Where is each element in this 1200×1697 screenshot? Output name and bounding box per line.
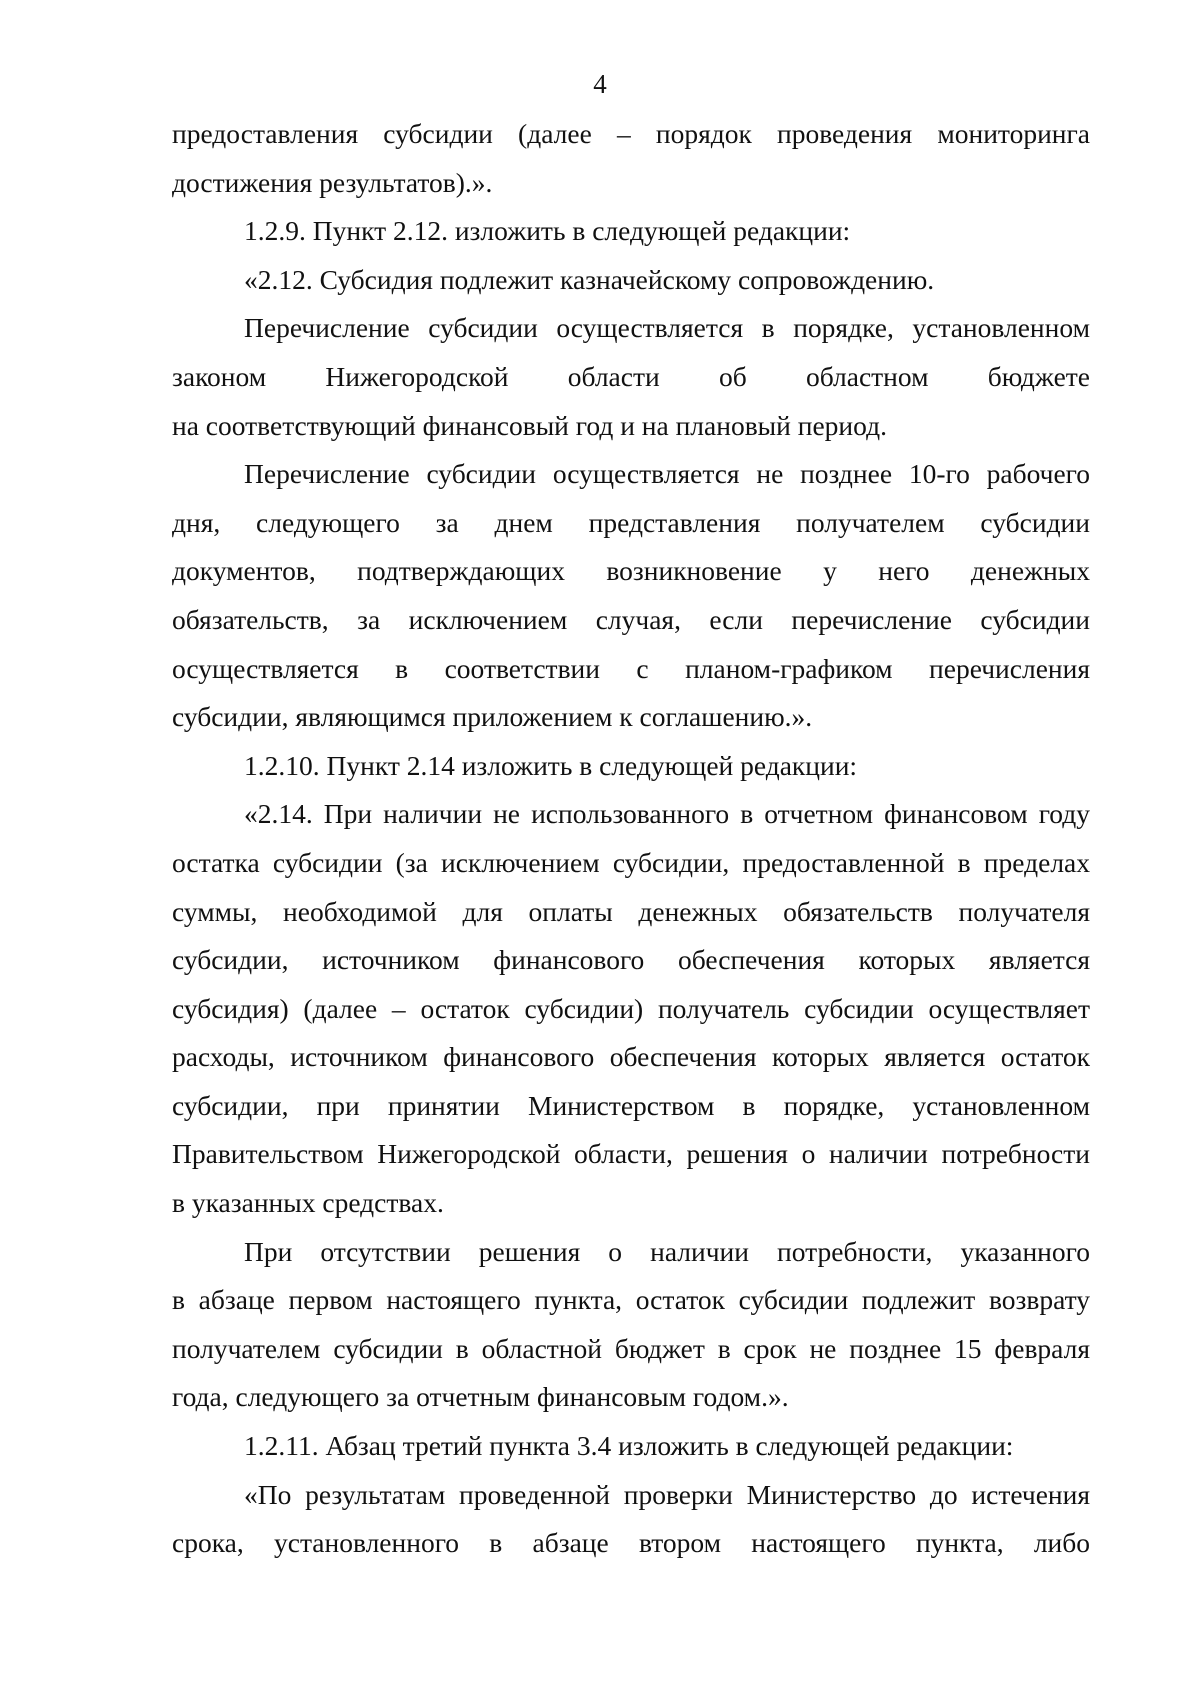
- text-line: остатка субсидии (за исключением субсидии, предоставленной в пределах: [172, 846, 1090, 878]
- document-body: [172, 110, 1090, 1568]
- text-line: документов, подтверждающих возникновение у него денежных: [172, 555, 1090, 587]
- text-line: При отсутствии решения о наличии потребности, указанного: [244, 1235, 1090, 1267]
- text-line: предоставления субсидии (далее – порядок проведения мониторинга: [172, 118, 1090, 149]
- text-line: Перечисление субсидии осуществляется не позднее 10-го рабочего: [244, 458, 1090, 490]
- text-line: 1.2.10. Пункт 2.14 изложить в следующей редакции:: [244, 749, 858, 781]
- text-line: законом Нижегородской области об областном бюджете: [172, 360, 1090, 392]
- text-line: в указанных средствах.: [172, 1187, 444, 1219]
- text-line: «По результатам проведенной проверки Министерство до истечения: [244, 1478, 1090, 1510]
- text-line: 1.2.11. Абзац третий пункта 3.4 изложить в следующей редакции:: [244, 1430, 1014, 1462]
- text-line: Правительством Нижегородской области, решения о наличии потребности: [172, 1138, 1090, 1170]
- page-number: 4: [593, 69, 607, 99]
- text-line: 1.2.9. Пункт 2.12. изложить в следующей редакции:: [244, 215, 851, 247]
- text-line: получателем субсидии в областной бюджет в срок не позднее 15 февраля: [172, 1332, 1090, 1364]
- text-line: «2.14. При наличии не использованного в отчетном финансовом году: [244, 798, 1090, 830]
- text-line: субсидия) (далее – остаток субсидии) получатель субсидии осуществляет: [172, 992, 1090, 1024]
- text-line: достижения результатов).».: [172, 166, 493, 198]
- text-line: на соответствующий финансовый год и на плановый период.: [172, 409, 887, 441]
- text-line: субсидии, источником финансового обеспечения которых является: [172, 944, 1090, 976]
- text-line: субсидии, при принятии Министерством в порядке, установленном: [172, 1089, 1090, 1121]
- text-line: Перечисление субсидии осуществляется в порядке, установленном: [244, 312, 1090, 344]
- text-line: года, следующего за отчетным финансовым годом.».: [172, 1381, 789, 1413]
- text-line: осуществляется в соответствии с планом-графиком перечисления: [172, 652, 1090, 684]
- text-line: расходы, источником финансового обеспечения которых является остаток: [172, 1041, 1090, 1073]
- text-line: в абзаце первом настоящего пункта, остаток субсидии подлежит возврату: [172, 1284, 1090, 1316]
- text-line: «2.12. Субсидия подлежит казначейскому сопровождению.: [244, 263, 935, 295]
- text-line: суммы, необходимой для оплаты денежных обязательств получателя: [172, 895, 1090, 927]
- text-line: субсидии, являющимся приложением к соглашению.».: [172, 701, 813, 733]
- text-line: обязательств, за исключением случая, если перечисление субсидии: [172, 603, 1090, 635]
- text-line: срока, установленного в абзаце втором настоящего пункта, либо: [172, 1527, 1090, 1559]
- text-line: дня, следующего за днем представления получателем субсидии: [172, 506, 1090, 538]
